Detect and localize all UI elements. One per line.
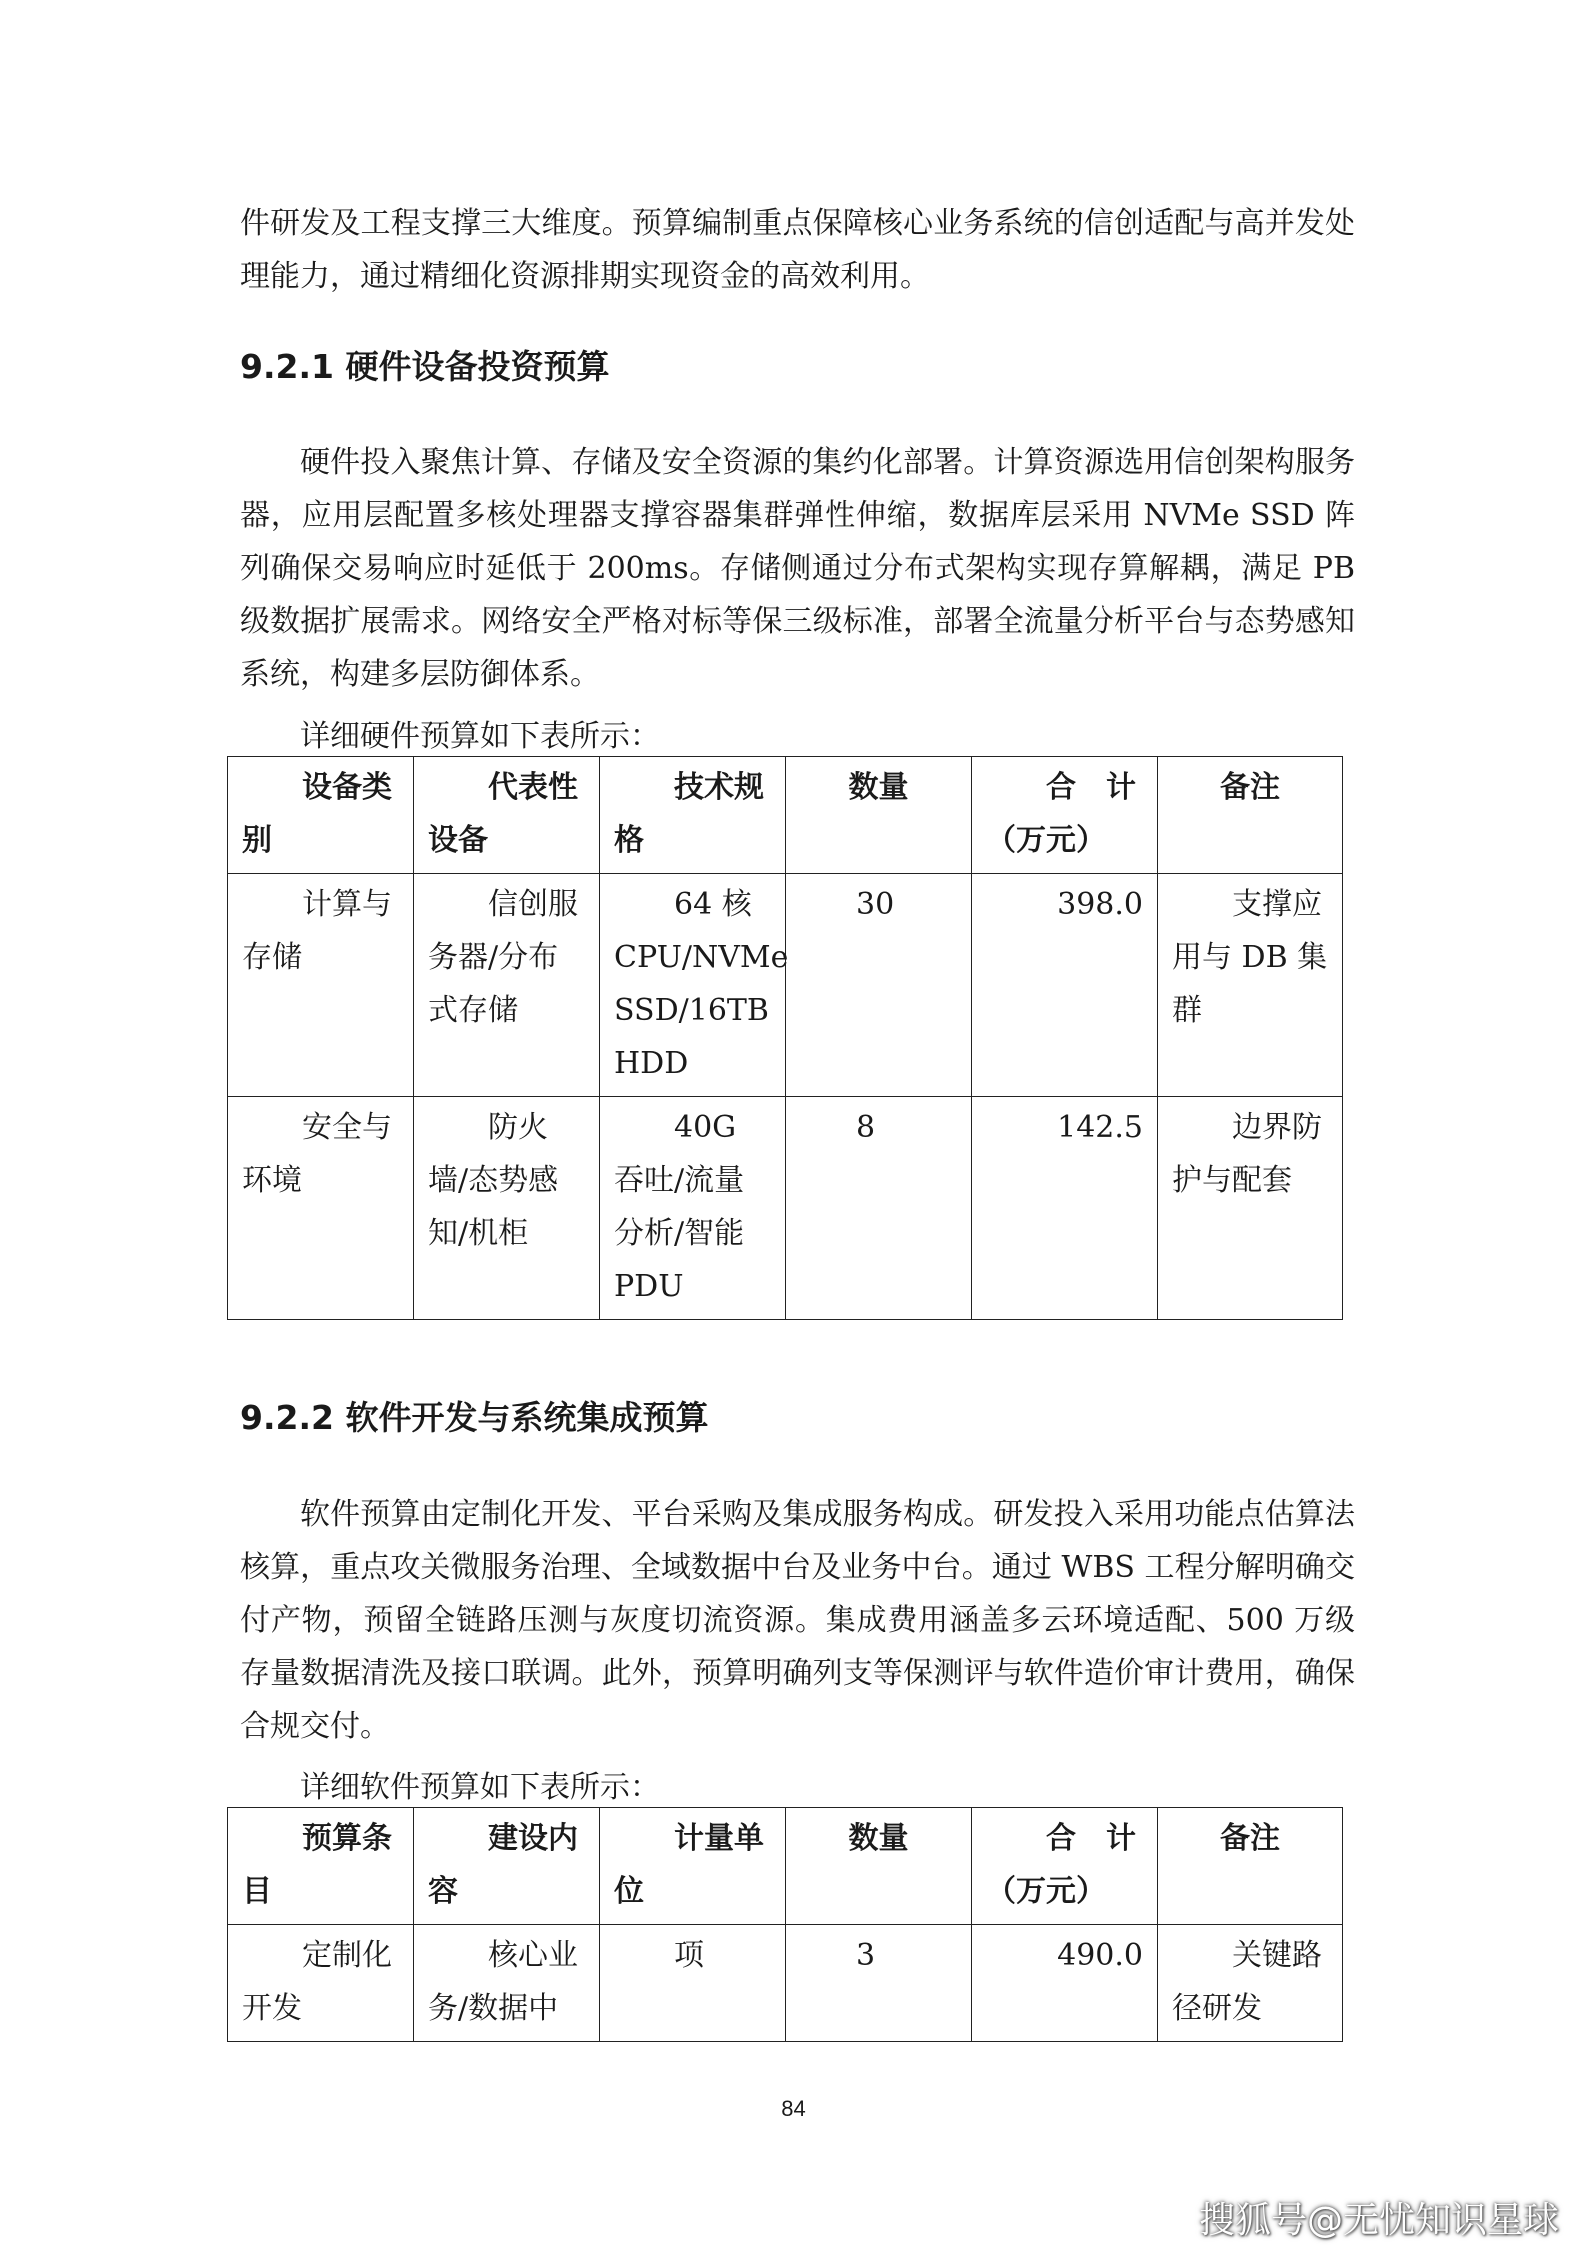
software-budget-table xyxy=(227,1807,1343,2042)
table-cell: 计算与存储 xyxy=(228,874,414,1097)
watermark: 搜狐号@无忧知识星球 xyxy=(1198,2200,1559,2241)
intro-paragraph: 件研发及工程支撑三大维度。预算编制重点保障核心业务系统的信创适配与高并发处理能力，通过精细化资源排期实现资金的高效利用。 xyxy=(240,206,1355,294)
table-cell: 信创服务器/分布式存储 xyxy=(414,874,600,1097)
table-cell: 关键路径研发 xyxy=(1158,1925,1343,2042)
hardware-paragraph: 硬件投入聚焦计算、存储及安全资源的集约化部署。计算资源选用信创架构服务器，应用层配置多核处理器支撑容器集群弹性伸缩，数据库层采用 NVMe SSD 阵列确保交易响应时延低于 200ms。存储侧通过分布式架构实现存算解耦，满足 PB 级数据扩展需求。网络安全严格对标等保三级标准，部署全流量分析平台与态势感知系统，构建多层防御体系。 xyxy=(240,445,1355,692)
header-cell: 备注 xyxy=(1158,1808,1343,1925)
header-cell: 合 计（万元） xyxy=(972,757,1158,874)
hardware-table-caption: 详细硬件预算如下表所示： xyxy=(300,719,660,754)
header-cell: 合 计（万元） xyxy=(972,1808,1158,1925)
table-cell: 40G 吞吐/流量分析/智能 PDU xyxy=(600,1097,786,1320)
table-cell: 64 核 CPU/NVMe SSD/16TB HDD xyxy=(600,874,786,1097)
table-cell: 边界防护与配套 xyxy=(1158,1097,1343,1320)
header-cell: 数量 xyxy=(786,1808,972,1925)
table-cell: 防火墙/态势感知/机柜 xyxy=(414,1097,600,1320)
table-cell: 定制化开发 xyxy=(228,1925,414,2042)
table-cell: 安全与环境 xyxy=(228,1097,414,1320)
table-cell: 核心业务/数据中 xyxy=(414,1925,600,2042)
table-cell: 398.0 xyxy=(972,874,1158,1097)
header-cell: 设备类别 xyxy=(228,757,414,874)
table-header-row xyxy=(228,757,1343,874)
page-number: 84 xyxy=(781,2096,806,2121)
header-cell: 备注 xyxy=(1158,757,1343,874)
section-heading-hardware: 9.2.1 硬件设备投资预算 xyxy=(240,347,610,386)
table-row xyxy=(228,874,1343,1097)
table-cell: 3 xyxy=(786,1925,972,2042)
table-cell: 30 xyxy=(786,874,972,1097)
table-cell: 支撑应用与 DB 集群 xyxy=(1158,874,1343,1097)
table-row xyxy=(228,1925,1343,2042)
table-header-row xyxy=(228,1808,1343,1925)
header-cell: 技术规格 xyxy=(600,757,786,874)
table-cell: 142.5 xyxy=(972,1097,1158,1320)
table-cell: 项 xyxy=(600,1925,786,2042)
header-cell: 数量 xyxy=(786,757,972,874)
hardware-budget-table xyxy=(227,756,1343,1320)
table-row xyxy=(228,1097,1343,1320)
table-cell: 490.0 xyxy=(972,1925,1158,2042)
section-heading-software: 9.2.2 软件开发与系统集成预算 xyxy=(240,1398,709,1437)
header-cell: 预算条目 xyxy=(228,1808,414,1925)
header-cell: 计量单位 xyxy=(600,1808,786,1925)
table-cell: 8 xyxy=(786,1097,972,1320)
software-paragraph: 软件预算由定制化开发、平台采购及集成服务构成。研发投入采用功能点估算法核算，重点攻关微服务治理、全域数据中台及业务中台。通过 WBS 工程分解明确交付产物，预留全链路压测与灰度切流资源。集成费用涵盖多云环境适配、500 万级存量数据清洗及接口联调。此外，预算明确列支等保测评与软件造价审计费用，确保合规交付。 xyxy=(240,1497,1355,1744)
header-cell: 代表性设备 xyxy=(414,757,600,874)
header-cell: 建设内容 xyxy=(414,1808,600,1925)
software-table-caption: 详细软件预算如下表所示： xyxy=(300,1770,660,1805)
